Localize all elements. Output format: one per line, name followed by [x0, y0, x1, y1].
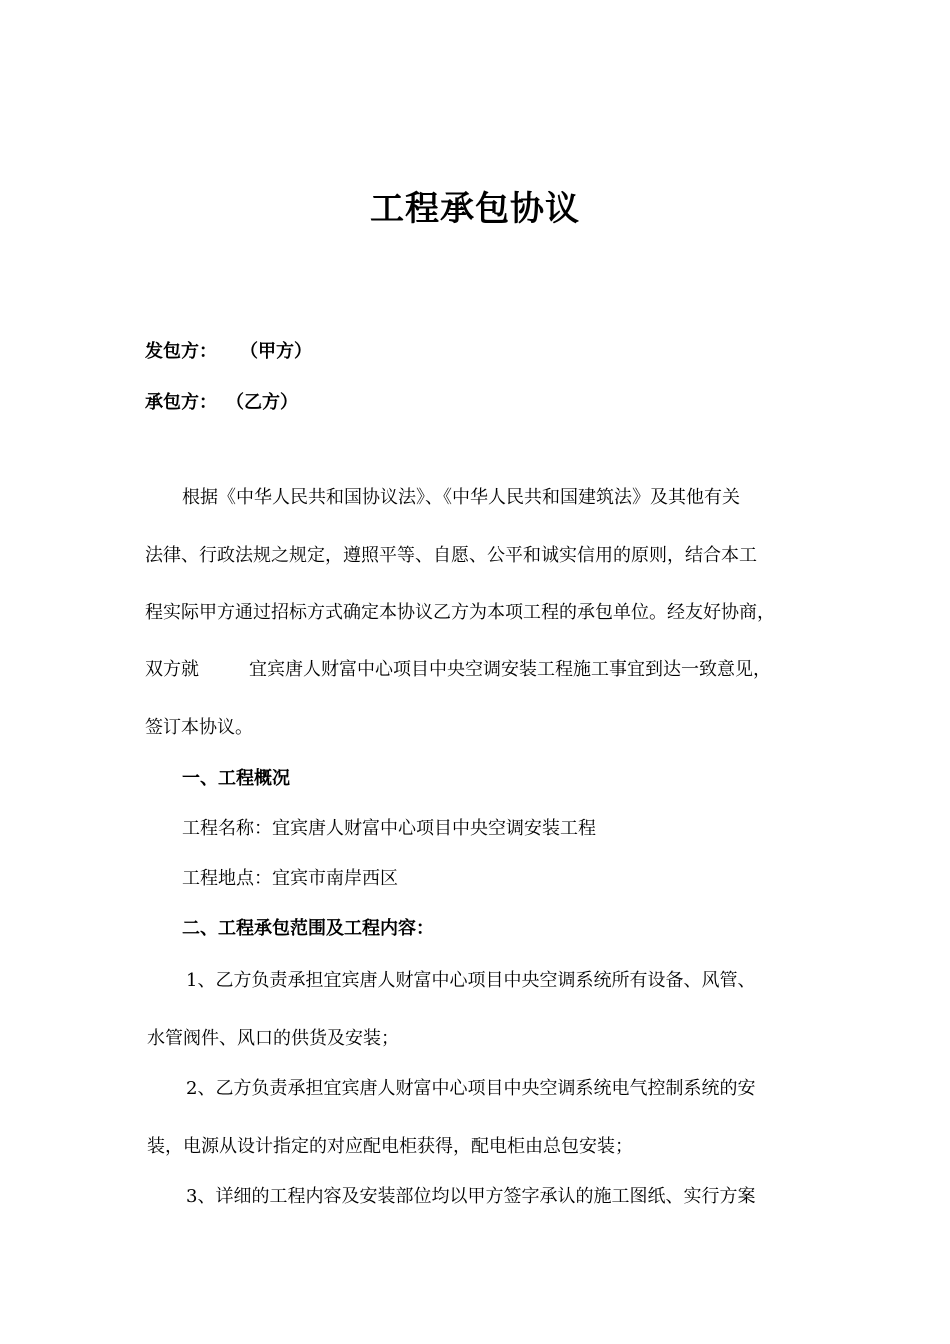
issuer-label: 发包方： — [145, 341, 217, 362]
section2-heading — [182, 917, 434, 941]
project-name-line: 工程名称：宜宾唐人财富中心项目中央空调安装工程 — [182, 818, 596, 839]
project-location-line: 工程地点：宜宾市南岸西区 — [182, 868, 398, 889]
scope-item-2-line-2: 装，电源从设计指定的对应配电柜获得，配电柜由总包安装； — [147, 1136, 633, 1157]
scope-item-1-line-1: 1、乙方负责承担宜宾唐人财富中心项目中央空调系统所有设备、风管、 — [186, 970, 756, 991]
preamble-line-4b: 宜宾唐人财富中心项目中央空调安装工程施工事宜到达一致意见， — [249, 659, 771, 680]
section1-heading — [182, 767, 290, 791]
contractor-value: （乙方） — [226, 392, 298, 413]
section1-heading-text: 一、工程概况 — [182, 768, 290, 789]
scope-item-3-line-1: 3、详细的工程内容及安装部位均以甲方签字承认的施工图纸、实行方案 — [186, 1186, 756, 1207]
contractor-label: 承包方： — [145, 392, 217, 413]
preamble-line-5: 签订本协议。 — [145, 717, 253, 738]
scope-item-1-line-2: 水管阀件、风口的供货及安装； — [147, 1028, 399, 1049]
preamble-line-4a: 双方就 — [145, 659, 199, 680]
document-title: 工程承包协议 — [370, 189, 580, 229]
section2-heading-text: 二、工程承包范围及工程内容： — [182, 918, 434, 939]
preamble-line-1: 根据《中华人民共和国协议法》、《中华人民共和国建筑法》及其他有关 — [182, 487, 740, 508]
preamble-line-3: 程实际甲方通过招标方式确定本协议乙方为本项工程的承包单位。经友好协商， — [145, 602, 775, 623]
preamble-line-2: 法律、行政法规之规定，遵照平等、自愿、公平和诚实信用的原则，结合本工 — [145, 545, 757, 566]
scope-item-2-line-1: 2、乙方负责承担宜宾唐人财富中心项目中央空调系统电气控制系统的安 — [186, 1078, 756, 1099]
issuer-value: （甲方） — [240, 341, 312, 362]
